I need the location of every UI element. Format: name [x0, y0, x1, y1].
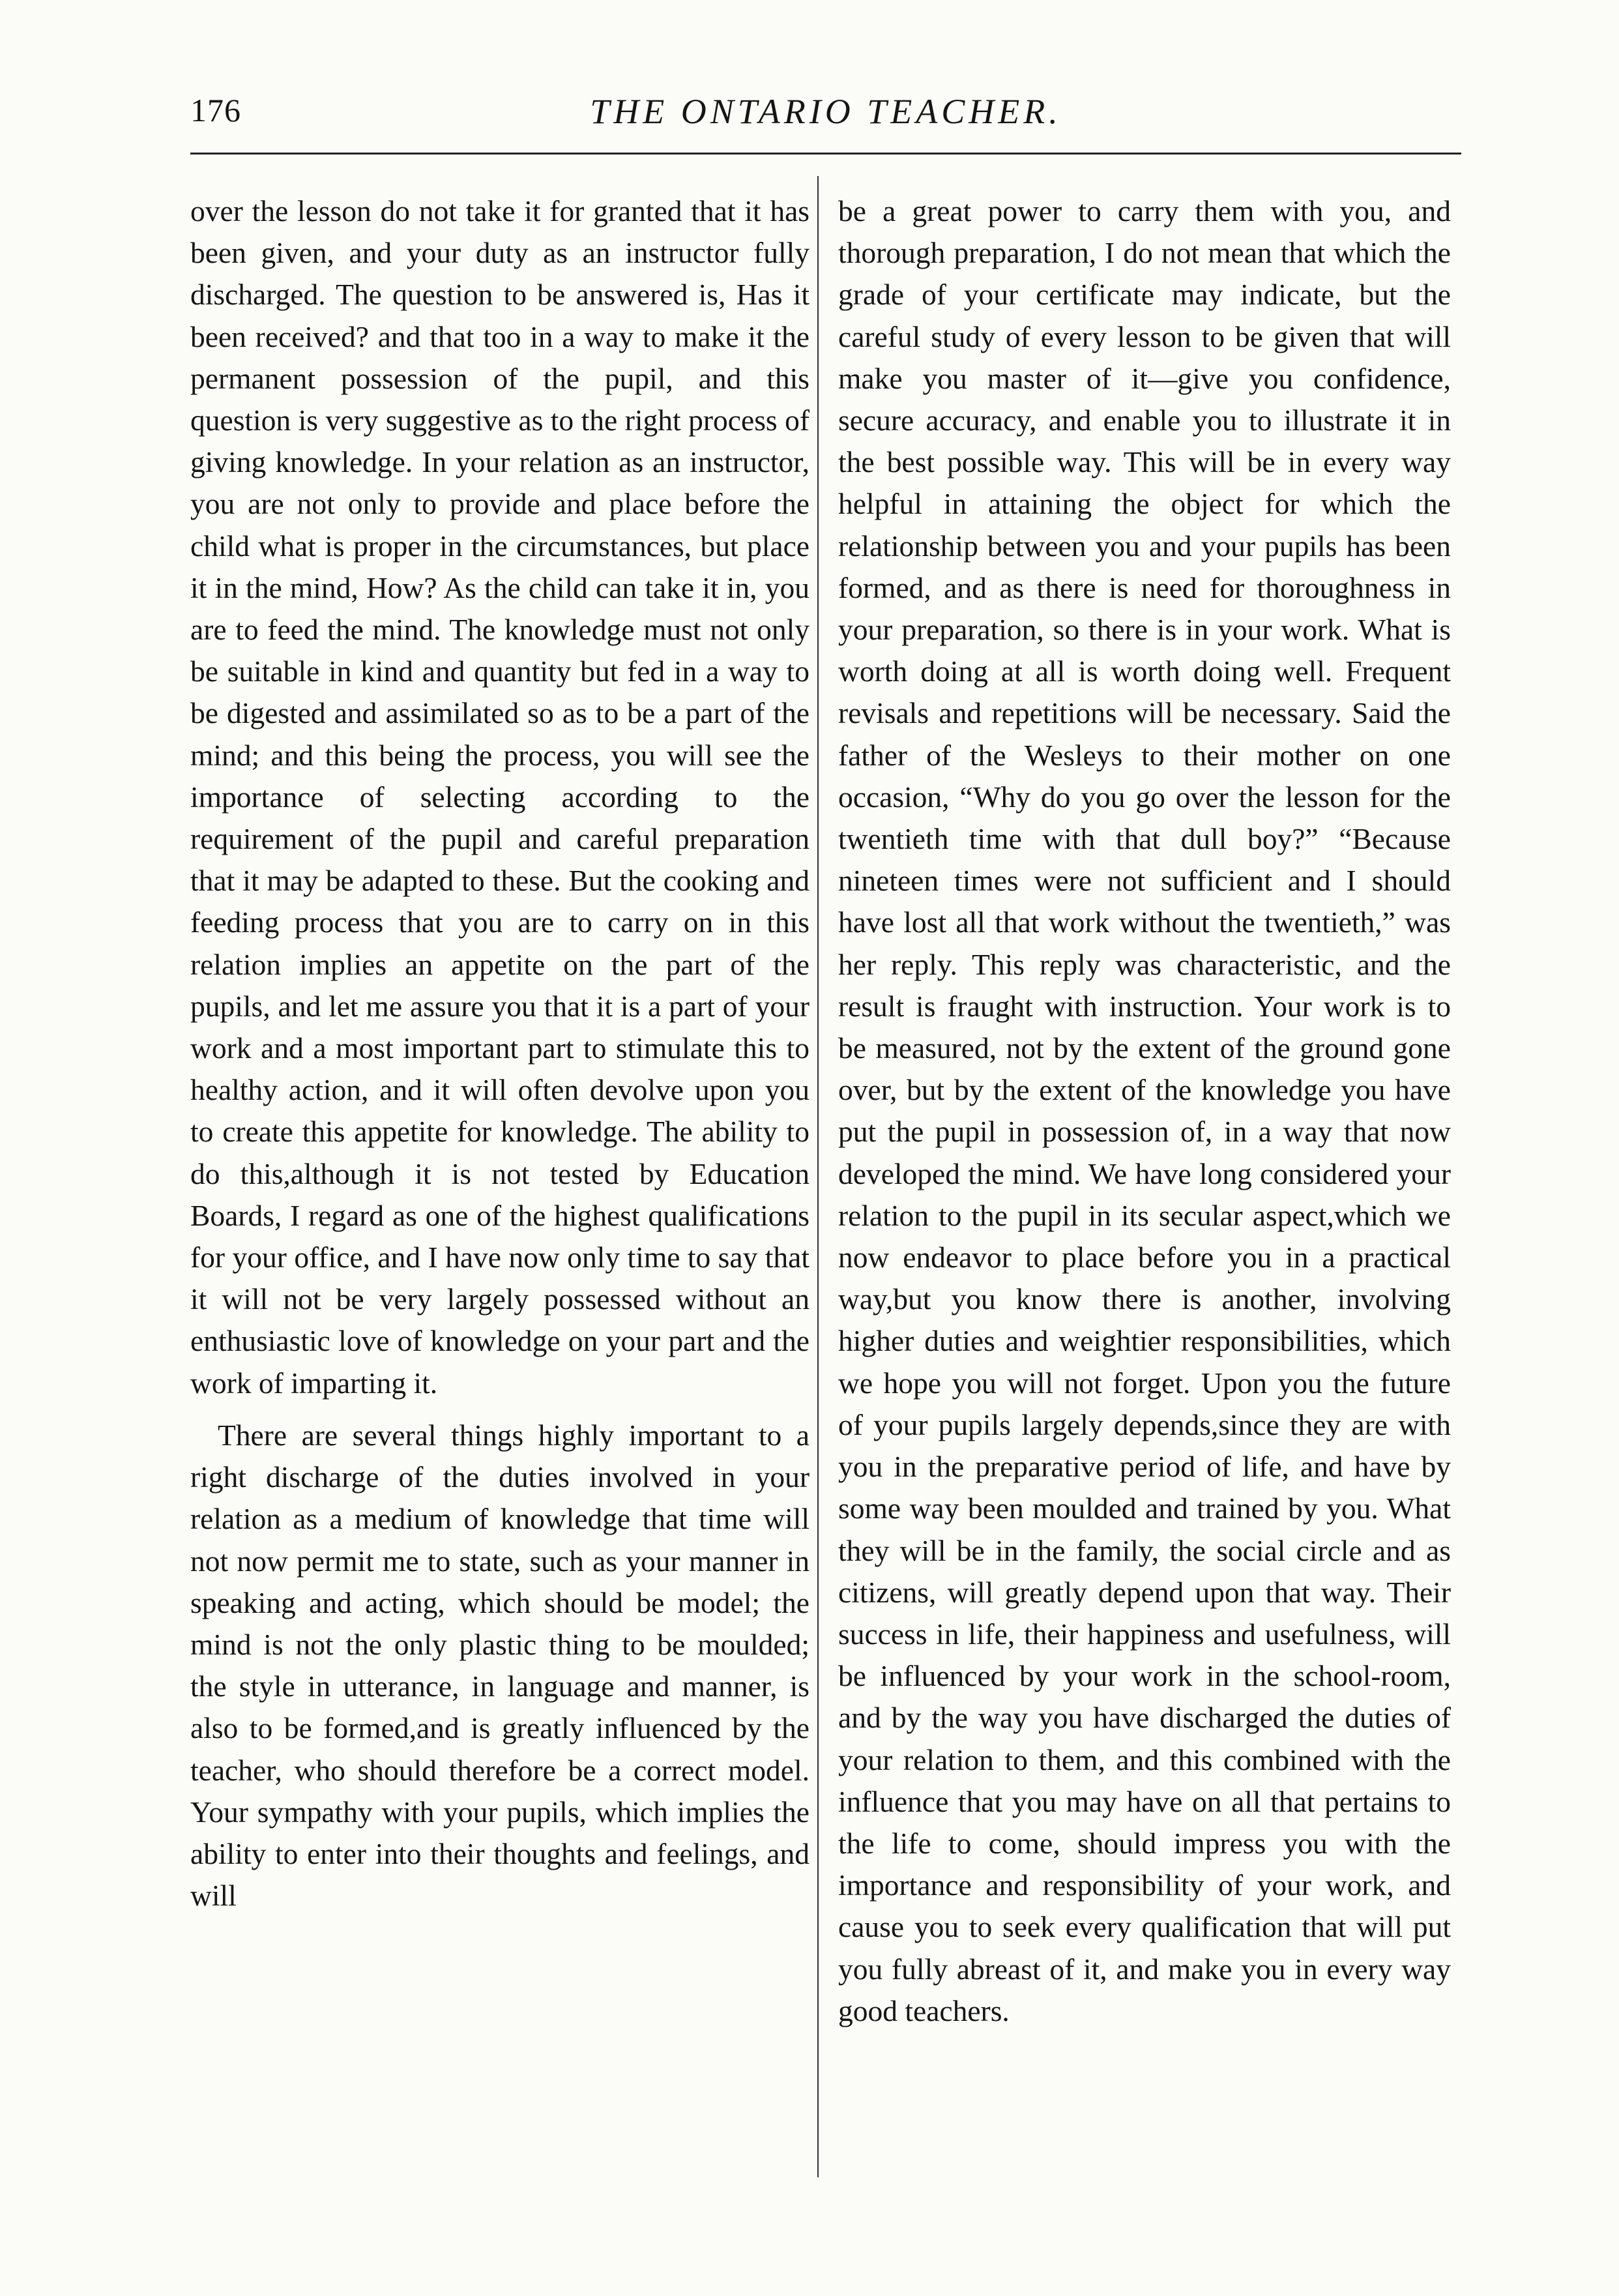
- right-column: [838, 190, 1451, 2032]
- page-header: [190, 91, 1461, 143]
- right-paragraph-1: be a great power to carry them with you, and thorough preparation, I do not mean that which the grade of your certificate may indicate, but the careful study of every lesson to be given that will make you master of it—give you confidence, secure accuracy, and enable you to illustrate it in the best possible way. This will be in every way helpful in attaining the object for which the relationship between you and your pupils has been formed, and as there is need for thoroughness in your preparation, so there is in your work. What is worth doing at all is worth doing well. Frequent revisals and repetitions will be necessary. Said the father of the Wesleys to their mother on one occasion, “Why do you go over the lesson for the twentieth time with that dull boy?” “Because nineteen times were not sufficient and I should have lost all that work without the twentieth,” was her reply. This reply was characteristic, and the result is fraught with instruction. Your work is to be measured, not by the extent of the ground gone over, but by the extent of the knowledge you have put the pupil in possession of, in a way that now developed the mind. We have long considered your relation to the pupil in its secular aspect,which we now endeavor to place before you in a practical way,but you know there is another, involving higher duties and weightier responsibilities, which we hope you will not forget. Upon you the future of your pupils largely depends,since they are with you in the preparative period of life, and have by some way been moulded and trained by you. What they will be in the family, the social circle and as citizens, will greatly depend upon that way. Their success in life, their happiness and usefulness, will be influenced by your work in the school-room, and by the way you have discharged the duties of your relation to them, and this combined with the influence that you may have on all that pertains to the life to come, should impress you with the importance and responsibility of your work, and cause you to seek every qualification that will put you fully abreast of it, and make you in every way good teachers.: [838, 194, 1451, 2027]
- page-number: 176: [190, 92, 241, 128]
- left-paragraph-1: over the lesson do not take it for granted that it has been given, and your duty as an instructor fully discharged. The question to be answered is, Has it been received? and that too in a way to make it the permanent possession of the pupil, and this question is very suggestive as to the right process of giving knowledge. In your relation as an instructor, you are not only to provide and place before the child what is proper in the circumstances, but place it in the mind, How? As the child can take it in, you are to feed the mind. The knowledge must not only be suitable in kind and quantity but fed in a way to be digested and assimilated so as to be a part of the mind; and this being the process, you will see the importance of selecting according to the requirement of the pupil and careful preparation that it may be adapted to these. But the cooking and feeding process that you are to carry on in this relation implies an appetite on the part of the pupils, and let me assure you that it is a part of your work and a most important part to stimulate this to healthy action, and it will often devolve upon you to create this appetite for knowledge. The ability to do this,although it is not tested by Education Boards, I regard as one of the highest qualifications for your office, and I have now only time to say that it will not be very largely possessed without an enthusiastic love of knowledge on your part and the work of imparting it.: [190, 194, 810, 1400]
- running-title: THE ONTARIO TEACHER.: [590, 92, 1062, 131]
- header-rule: [190, 153, 1461, 155]
- left-column: [190, 190, 810, 1917]
- column-divider: [817, 176, 819, 2177]
- left-paragraph-2: There are several things highly important to a right discharge of the duties involved in your relation as a medium of knowledge that time will not now permit me to state, such as your manner in speaking and acting, which should be model; the mind is not the only plastic thing to be moulded; the style in utterance, in language and manner, is also to be formed,and is greatly influenced by the teacher, who should therefore be a correct model. Your sympathy with your pupils, which implies the ability to enter into their thoughts and feelings, and will: [190, 1418, 810, 1913]
